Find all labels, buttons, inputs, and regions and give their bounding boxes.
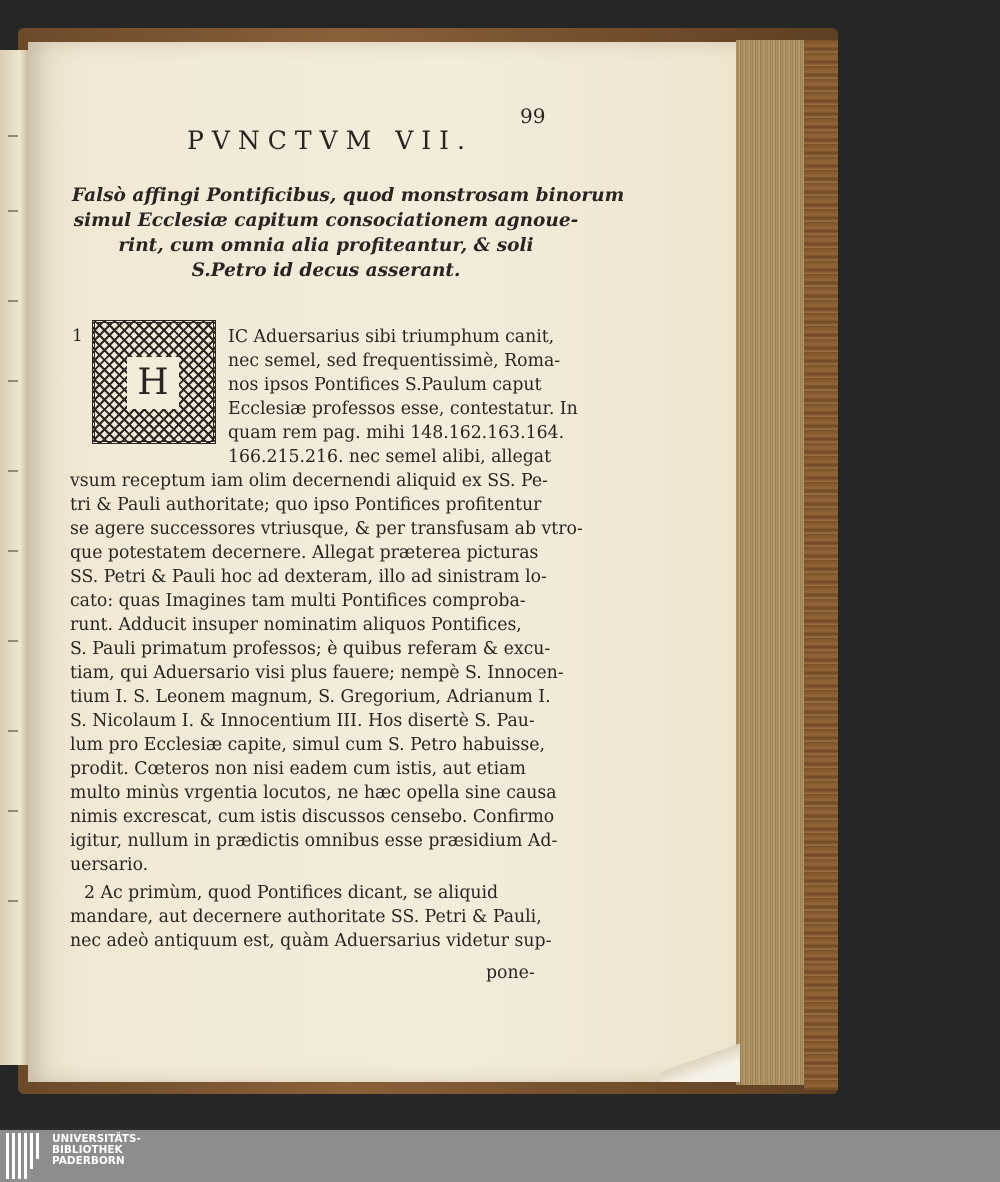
catchword: pone- <box>486 963 535 983</box>
library-name-line: UNIVERSITÄTS- <box>52 1133 141 1145</box>
text-line: multo minùs vrgentia locutos, ne hæc opella sine causa <box>70 783 557 803</box>
page-number: 99 <box>520 104 546 128</box>
text-line: prodit. Cœteros non nisi eadem cum istis, aut etiam <box>70 759 526 779</box>
text-line: igitur, nullum in prædictis omnibus esse præsidium Ad- <box>70 831 558 851</box>
text-line: tium I. S. Leonem magnum, S. Gregorium, Adrianum I. <box>70 687 551 707</box>
summary-line: simul Ecclesiæ capitum consociationem agnoue- <box>73 210 579 231</box>
section-summary <box>72 183 625 283</box>
text-line: IC Aduersarius sibi triumphum canit, <box>228 327 555 347</box>
text-line: Ecclesiæ professos esse, contestatur. In <box>228 399 578 419</box>
text-line: tiam, qui Aduersario visi plus fauere; nempè S. Innocen- <box>70 663 564 683</box>
library-logo-icon <box>6 1133 46 1179</box>
library-footer <box>0 1130 1000 1182</box>
text-line: uersario. <box>70 855 149 875</box>
text-line: cato: quas Imagines tam multi Pontifices comproba- <box>70 591 526 611</box>
text-line: vsum receptum iam olim decernendi aliquid ex SS. Pe- <box>70 471 548 491</box>
library-name-line: PADERBORN <box>52 1155 125 1167</box>
library-name-line: BIBLIOTHEK <box>52 1144 123 1156</box>
text-line: 2 Ac primùm, quod Pontifices dicant, se aliquid <box>84 883 499 903</box>
text-line: nos ipsos Pontifices S.Paulum caput <box>228 375 542 395</box>
text-line: mandare, aut decernere authoritate SS. Petri & Pauli, <box>70 907 542 927</box>
text-line: se agere successores vtriusque, & per transfusam ab vtro- <box>70 519 583 539</box>
summary-line: Falsò affingi Pontificibus, quod monstrosam binorum <box>72 185 625 206</box>
text-line: S. Pauli primatum professos; è quibus referam & excu- <box>70 639 551 659</box>
summary-line: rint, cum omnia alia profiteantur, & soli <box>118 235 534 256</box>
initial-letter: H <box>127 357 179 409</box>
text-line: 166.215.216. nec semel alibi, allegat <box>228 447 552 467</box>
section-title: PVNCTVM VII. <box>187 126 473 155</box>
page-block-edge <box>736 40 806 1085</box>
decorated-initial <box>92 320 216 444</box>
cover-edge <box>804 40 838 1090</box>
text-line: que potestatem decernere. Allegat præterea picturas <box>70 543 539 563</box>
text-line: lum pro Ecclesiæ capite, simul cum S. Petro habuisse, <box>70 735 545 755</box>
text-line: SS. Petri & Pauli hoc ad dexteram, illo ad sinistram lo- <box>70 567 547 587</box>
text-line: nimis excrescat, cum istis discussos censebo. Confirmo <box>70 807 555 827</box>
library-name <box>52 1134 141 1167</box>
text-line: nec adeò antiquum est, quàm Aduersarius videtur sup- <box>70 931 552 951</box>
text-line: S. Nicolaum I. & Innocentium III. Hos disertè S. Pau- <box>70 711 535 731</box>
text-line: runt. Adducit insuper nominatim aliquos Pontifices, <box>70 615 522 635</box>
text-line: quam rem pag. mihi 148.162.163.164. <box>228 423 565 443</box>
text-line: tri & Pauli authoritate; quo ipso Pontifices profitentur <box>70 495 542 515</box>
page-corner <box>660 1040 740 1082</box>
summary-line: S.Petro id decus asserant. <box>191 260 461 281</box>
text-line: nec semel, sed frequentissimè, Roma- <box>228 351 561 371</box>
margin-number: 1 <box>72 326 83 346</box>
left-page-edge <box>0 50 29 1065</box>
